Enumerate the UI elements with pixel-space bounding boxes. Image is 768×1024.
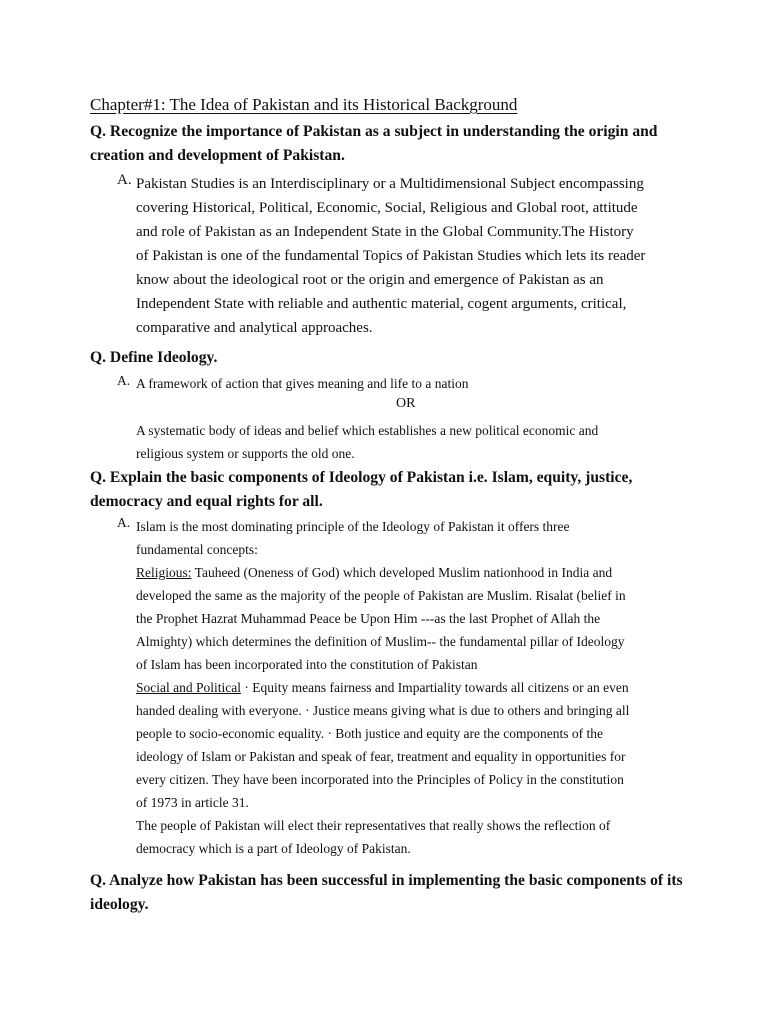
question-3 bbox=[90, 466, 632, 514]
answer-line: democracy which is a part of Ideology of Pakistan. bbox=[136, 841, 411, 856]
question-line: ideology. bbox=[90, 896, 149, 913]
answer-line bbox=[136, 561, 629, 584]
question-2 bbox=[90, 346, 217, 370]
answer-line: of Islam has been incorporated into the constitution of Pakistan bbox=[136, 657, 478, 672]
answer-line: fundamental concepts: bbox=[136, 542, 258, 557]
answer-2 bbox=[136, 372, 469, 395]
answer-line: the Prophet Hazrat Muhammad Peace be Upon Him ---as the last Prophet of Allah the bbox=[136, 611, 601, 626]
answer-marker: A. bbox=[117, 172, 132, 188]
answer-line: know about the ideological root or the origin and emergence of Pakistan as an bbox=[136, 272, 604, 288]
question-line: creation and development of Pakistan. bbox=[90, 147, 345, 164]
question-line: Q. Define Ideology. bbox=[90, 349, 218, 366]
question-line: democracy and equal rights for all. bbox=[90, 493, 323, 510]
answer-2-alternate bbox=[136, 419, 598, 465]
answer-line: of Pakistan is one of the fundamental Topics of Pakistan Studies which lets its reader bbox=[136, 248, 646, 264]
answer-line bbox=[136, 676, 629, 699]
answer-line: The people of Pakistan will elect their representatives that really shows the reflection of bbox=[136, 818, 611, 833]
question-1 bbox=[90, 120, 657, 168]
answer-line: Islam is the most dominating principle of the Ideology of Pakistan it offers three bbox=[136, 519, 570, 534]
answer-line: comparative and analytical approaches. bbox=[136, 320, 373, 336]
answer-1 bbox=[136, 172, 645, 340]
answer-line: Independent State with reliable and authentic material, cogent arguments, critical, bbox=[136, 296, 627, 312]
answer-line: handed dealing with everyone. · Justice means giving what is due to others and bringing all bbox=[136, 703, 630, 718]
question-line: Q. Explain the basic components of Ideology of Pakistan i.e. Islam, equity, justice, bbox=[90, 469, 633, 486]
answer-line: people to socio-economic equality. · Both justice and equity are the components of the bbox=[136, 726, 603, 741]
answer-marker: A. bbox=[117, 373, 131, 388]
answer-line: developed the same as the majority of the people of Pakistan are Muslim. Risalat (belief in bbox=[136, 588, 626, 603]
answer-line: covering Historical, Political, Economic, Social, Religious and Global root, attitude bbox=[136, 200, 638, 216]
chapter-title: Chapter#1: The Idea of Pakistan and its Historical Background bbox=[90, 95, 518, 114]
answer-line: of 1973 in article 31. bbox=[136, 795, 249, 810]
answer-line: and role of Pakistan as an Independent State in the Global Community.The History bbox=[136, 224, 634, 240]
answer-line: every citizen. They have been incorporated into the Principles of Policy in the constitution bbox=[136, 772, 624, 787]
answer-text: · Equity means fairness and Impartiality towards all citizens or an even bbox=[240, 680, 629, 695]
social-political-heading: Social and Political bbox=[136, 680, 241, 695]
answer-3 bbox=[136, 515, 629, 860]
religious-heading: Religious: bbox=[136, 565, 192, 580]
answer-line: Almighty) which determines the definition of Muslim-- the fundamental pillar of Ideology bbox=[136, 634, 625, 649]
answer-line: religious system or supports the old one. bbox=[136, 446, 355, 461]
question-line: Q. Recognize the importance of Pakistan as a subject in understanding the origin and bbox=[90, 123, 658, 140]
answer-marker: A. bbox=[117, 515, 131, 530]
answer-line: A framework of action that gives meaning and life to a nation bbox=[136, 376, 469, 391]
answer-text: Tauheed (Oneness of God) which developed Muslim nationhood in India and bbox=[191, 565, 613, 580]
answer-line: A systematic body of ideas and belief which establishes a new political economic and bbox=[136, 423, 599, 438]
answer-line: Pakistan Studies is an Interdisciplinary or a Multidimensional Subject encompassing bbox=[136, 176, 644, 192]
or-separator: OR bbox=[396, 396, 416, 411]
answer-line: ideology of Islam or Pakistan and speak of fear, treatment and equality in opportunities for bbox=[136, 749, 626, 764]
question-line: Q. Analyze how Pakistan has been successful in implementing the basic components of its bbox=[90, 872, 683, 889]
question-4 bbox=[90, 869, 683, 917]
